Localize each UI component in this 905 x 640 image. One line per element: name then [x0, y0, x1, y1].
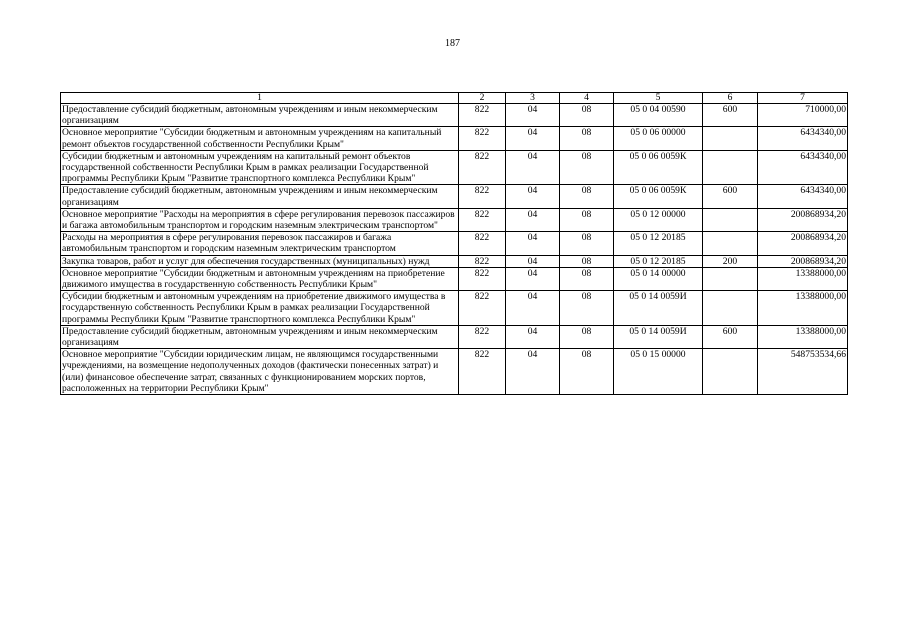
target-article-code: 05 0 14 00000	[614, 267, 703, 290]
subsection-code: 08	[560, 267, 614, 290]
subsection-code: 08	[560, 208, 614, 231]
column-header: 6	[703, 93, 758, 104]
section-code: 04	[506, 150, 560, 185]
table-row	[61, 267, 848, 290]
column-header: 1	[61, 93, 459, 104]
table-row	[61, 208, 848, 231]
amount: 6434340,00	[758, 127, 848, 150]
subsection-code: 08	[560, 255, 614, 267]
section-code: 04	[506, 267, 560, 290]
target-article-code: 05 0 06 0059К	[614, 150, 703, 185]
amount: 200868934,20	[758, 232, 848, 255]
expense-type-code: 200	[703, 255, 758, 267]
section-code: 04	[506, 349, 560, 395]
amount: 548753534,66	[758, 349, 848, 395]
subsection-code: 08	[560, 232, 614, 255]
ministry-code: 822	[459, 291, 506, 326]
expense-type-code	[703, 208, 758, 231]
table-row	[61, 349, 848, 395]
amount: 710000,00	[758, 104, 848, 127]
subsection-code: 08	[560, 127, 614, 150]
section-code: 04	[506, 127, 560, 150]
amount: 6434340,00	[758, 150, 848, 185]
expense-type-code	[703, 291, 758, 326]
column-header: 7	[758, 93, 848, 104]
target-article-code: 05 0 12 20185	[614, 232, 703, 255]
row-description: Предоставление субсидий бюджетным, автономным учреждениям и иным некоммерческим организациям	[61, 185, 459, 208]
target-article-code: 05 0 06 00000	[614, 127, 703, 150]
section-code: 04	[506, 232, 560, 255]
ministry-code: 822	[459, 185, 506, 208]
expense-type-code	[703, 150, 758, 185]
subsection-code: 08	[560, 185, 614, 208]
column-header: 2	[459, 93, 506, 104]
section-code: 04	[506, 104, 560, 127]
row-description: Основное мероприятие "Субсидии бюджетным и автономным учреждениям на приобретение движимого имущества в государственную собственность Республики Крым"	[61, 267, 459, 290]
table-row	[61, 150, 848, 185]
target-article-code: 05 0 04 00590	[614, 104, 703, 127]
ministry-code: 822	[459, 104, 506, 127]
ministry-code: 822	[459, 267, 506, 290]
header-row	[61, 93, 848, 104]
expense-type-code: 600	[703, 185, 758, 208]
column-header: 5	[614, 93, 703, 104]
target-article-code: 05 0 15 00000	[614, 349, 703, 395]
column-header: 4	[560, 93, 614, 104]
ministry-code: 822	[459, 127, 506, 150]
amount: 13388000,00	[758, 325, 848, 348]
expense-type-code	[703, 267, 758, 290]
section-code: 04	[506, 208, 560, 231]
ministry-code: 822	[459, 349, 506, 395]
ministry-code: 822	[459, 255, 506, 267]
row-description: Основное мероприятие "Расходы на мероприятия в сфере регулирования перевозок пассажиров и багажа автомобильным транспортом и городским наземным электрическим транспортом"	[61, 208, 459, 231]
ministry-code: 822	[459, 150, 506, 185]
table-row	[61, 185, 848, 208]
ministry-code: 822	[459, 232, 506, 255]
page-number: 187	[445, 38, 460, 49]
expense-type-code	[703, 232, 758, 255]
subsection-code: 08	[560, 291, 614, 326]
row-description: Субсидии бюджетным и автономным учреждениям на капитальный ремонт объектов государственной собственности Республики Крым в рамках реализации Государственной программы Республики Крым "Развитие транспортного комплекса Республики Крым"	[61, 150, 459, 185]
expense-type-code: 600	[703, 104, 758, 127]
section-code: 04	[506, 185, 560, 208]
target-article-code: 05 0 14 0059И	[614, 325, 703, 348]
ministry-code: 822	[459, 208, 506, 231]
section-code: 04	[506, 255, 560, 267]
row-description: Предоставление субсидий бюджетным, автономным учреждениям и иным некоммерческим организациям	[61, 104, 459, 127]
row-description: Предоставление субсидий бюджетным, автономным учреждениям и иным некоммерческим организациям	[61, 325, 459, 348]
section-code: 04	[506, 291, 560, 326]
amount: 13388000,00	[758, 267, 848, 290]
table-row	[61, 325, 848, 348]
table-row	[61, 255, 848, 267]
row-description: Субсидии бюджетным и автономным учреждениям на приобретение движимого имущества в государственную собственность Республики Крым в рамках реализации Государственной программы Республики Крым "Развитие транспортного комплекса Республики Крым"	[61, 291, 459, 326]
expense-type-code	[703, 349, 758, 395]
row-description: Расходы на мероприятия в сфере регулирования перевозок пассажиров и багажа автомобильным транспортом и городским наземным электрическим транспортом	[61, 232, 459, 255]
subsection-code: 08	[560, 150, 614, 185]
amount: 6434340,00	[758, 185, 848, 208]
table-row	[61, 104, 848, 127]
row-description: Основное мероприятие "Субсидии юридическим лицам, не являющимся государственными учреждениями, на возмещение недополученных доходов (фактически понесенных затрат) и (или) финансовое обеспечение затрат, связанных с функционированием морских портов, расположенных на территории Республики Крым"	[61, 349, 459, 395]
row-description: Основное мероприятие "Субсидии бюджетным и автономным учреждениям на капитальный ремонт объектов государственной собственности Республики Крым"	[61, 127, 459, 150]
amount: 200868934,20	[758, 255, 848, 267]
budget-table	[60, 92, 848, 395]
table-row	[61, 127, 848, 150]
subsection-code: 08	[560, 104, 614, 127]
target-article-code: 05 0 06 0059К	[614, 185, 703, 208]
table-row	[61, 291, 848, 326]
target-article-code: 05 0 14 0059И	[614, 291, 703, 326]
subsection-code: 08	[560, 349, 614, 395]
row-description: Закупка товаров, работ и услуг для обеспечения государственных (муниципальных) нужд	[61, 255, 459, 267]
amount: 200868934,20	[758, 208, 848, 231]
target-article-code: 05 0 12 00000	[614, 208, 703, 231]
expense-type-code: 600	[703, 325, 758, 348]
column-header: 3	[506, 93, 560, 104]
expense-type-code	[703, 127, 758, 150]
table-row	[61, 232, 848, 255]
subsection-code: 08	[560, 325, 614, 348]
amount: 13388000,00	[758, 291, 848, 326]
ministry-code: 822	[459, 325, 506, 348]
section-code: 04	[506, 325, 560, 348]
target-article-code: 05 0 12 20185	[614, 255, 703, 267]
